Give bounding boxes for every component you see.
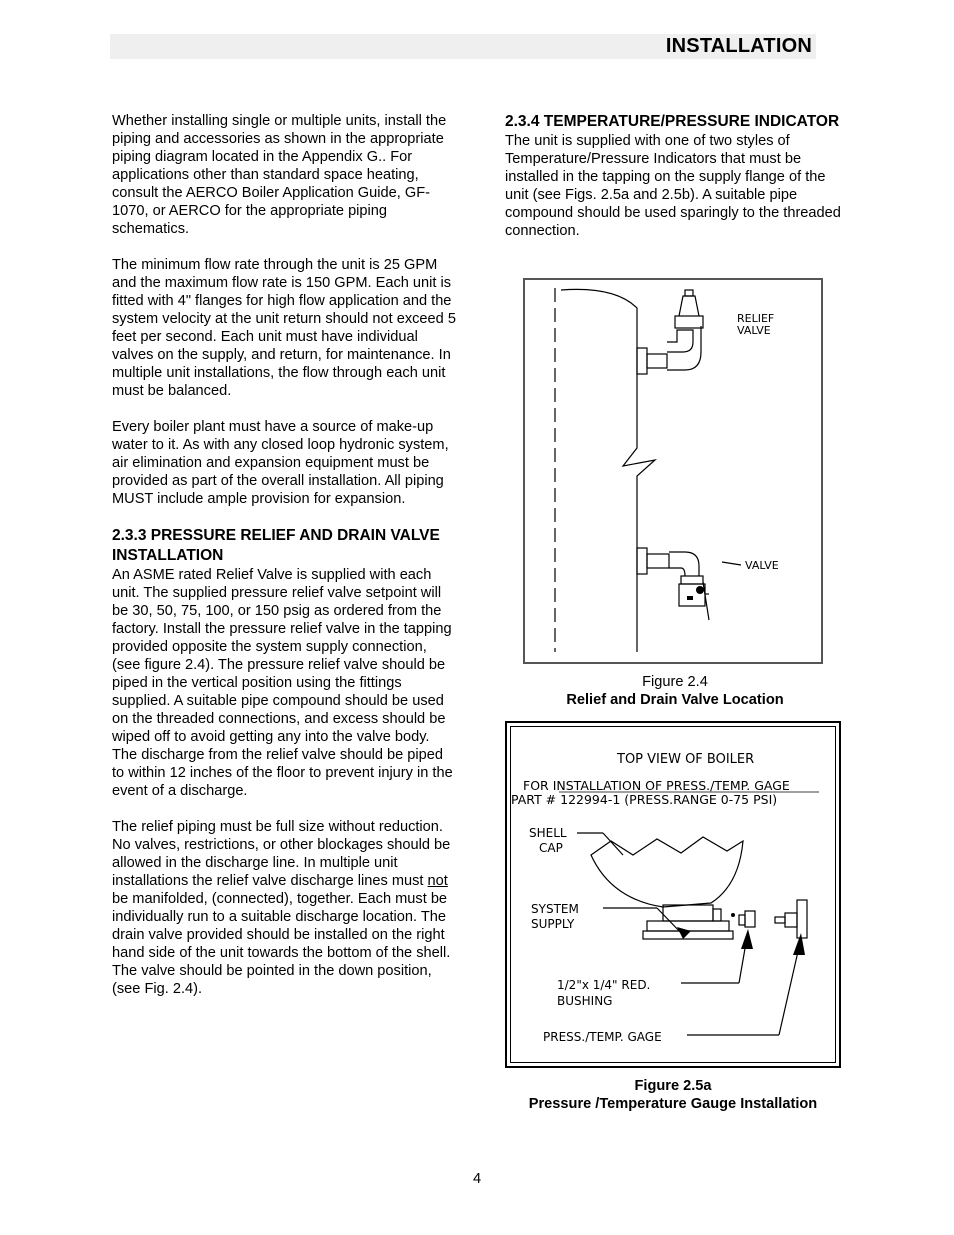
figure-2-5a <box>505 721 841 1068</box>
label-supply: SUPPLY <box>531 917 575 931</box>
figure-2-4-title: Relief and Drain Valve Location <box>566 692 784 708</box>
heading-2-3-4: 2.3.4 TEMPERATURE/PRESSURE INDICATOR <box>505 113 840 130</box>
figure-2-5a-title: Pressure /Temperature Gauge Installation <box>528 1096 818 1112</box>
label-installation-line: FOR INSTALLATION OF PRESS./TEMP. GAGE <box>523 778 790 793</box>
right-column <box>505 112 845 258</box>
gauge-installation-diagram <box>507 723 839 1066</box>
label-relief-valve: VALVE <box>737 324 771 337</box>
figure-2-5a-number: Figure 2.5a <box>634 1078 712 1094</box>
left-column <box>112 112 457 1016</box>
paragraph-piping: Whether installing single or multiple units, install the piping and accessories as shown in the appropriate piping diagram located in the Appendix G.. For applications other than standard space heating, consult the AERCO Boiler Application Guide, GF-1070, or AERCO for the appropriate piping schematics. <box>112 113 447 237</box>
label-bushing: BUSHING <box>557 994 613 1008</box>
figure-2-4 <box>523 278 823 664</box>
label-gage: PRESS./TEMP. GAGE <box>543 1030 662 1044</box>
underlined-not: not <box>427 873 448 889</box>
label-part-number: PART # 122994-1 (PRESS.RANGE 0-75 PSI) <box>511 792 778 807</box>
paragraph-relief-piping <box>112 818 457 998</box>
relief-drain-diagram <box>525 280 821 662</box>
figure-2-4-number: Figure 2.4 <box>642 674 708 690</box>
label-relief: RELIEF <box>737 312 775 325</box>
paragraph-indicator: The unit is supplied with one of two styles of Temperature/Pressure Indicators that must be installed in the tapping on the supply flange of the unit (see Figs. 2.5a and 2.5b). A suitable pipe compound should be used sparingly to the threaded connection. <box>505 133 841 239</box>
figure-2-5a-caption <box>505 1077 841 1113</box>
header-bar <box>110 34 816 59</box>
heading-2-3-3: 2.3.3 PRESSURE RELIEF AND DRAIN VALVE INSTALLATION <box>112 527 440 564</box>
label-bushing-size: 1/2"x 1/4" RED. <box>557 978 651 992</box>
label-valve: VALVE <box>745 559 779 572</box>
label-cap: CAP <box>539 841 563 855</box>
relief-piping-text-b: be manifolded, (connected), together. Each must be individually run to a suitable discharge location. The drain valve provided should be installed on the right hand side of the unit towards the bottom of the shell. The valve should be pointed in the down position, (see Fig. 2.4). <box>112 891 451 997</box>
relief-piping-text-a: The relief piping must be full size without reduction. No valves, restrictions, or other blockages should be allowed in the discharge line. In multiple unit installations the relief valve discharge lines must <box>112 819 451 889</box>
label-system: SYSTEM <box>531 902 579 916</box>
paragraph-relief-valve: An ASME rated Relief Valve is supplied with each unit. The supplied pressure relief valve setpoint will be 30, 50, 75, 100, or 150 psig as ordered from the factory. Install the pressure relief valve in the tapping provided opposite the system supply connection, (see figure 2.4). The pressure relief valve should be piped in the vertical position using the fittings supplied. A suitable pipe compound should be used on the threaded connections, and excess should be wiped off to avoid getting any into the valve body. The discharge from the relief valve should be piped to within 12 inches of the floor to prevent injury in the event of a discharge. <box>112 567 453 799</box>
label-shell: SHELL <box>529 826 567 840</box>
figure-2-4-caption <box>505 673 845 709</box>
page-number: 4 <box>472 1171 482 1187</box>
paragraph-flow-rate: The minimum flow rate through the unit is 25 GPM and the maximum flow rate is 150 GPM. Each unit is fitted with 4" flanges for high flow application and the system velocity at the unit return should not exceed 5 feet per second. Each unit must have individual valves on the supply, and return, for maintenance. In multiple unit installations, the flow through each unit must be balanced. <box>112 257 456 399</box>
section-title: INSTALLATION <box>665 35 812 57</box>
paragraph-makeup-water: Every boiler plant must have a source of make-up water to it. As with any closed loop hydronic system, air elimination and expansion equipment must be provided as part of the overall installation. All piping MUST include ample provision for expansion. <box>112 419 449 507</box>
label-top-view: TOP VIEW OF BOILER <box>617 752 755 767</box>
